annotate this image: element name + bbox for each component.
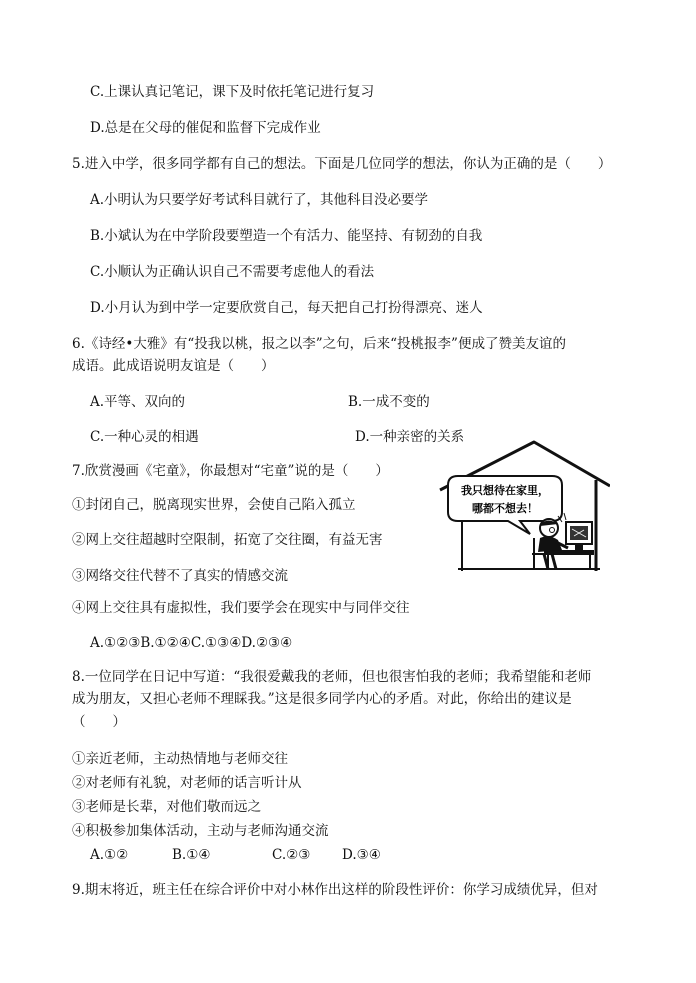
q8-stem-line-3: （ ） bbox=[72, 714, 126, 730]
q6-stem-line-2: 成语。此成语说明友谊是（ ） bbox=[72, 358, 275, 374]
zhaitong-cartoon bbox=[434, 438, 610, 573]
q5-option-a: A.小明认为只要学好考试科目就行了，其他科目没必要学 bbox=[90, 192, 429, 208]
q7-item-1: ①封闭自己，脱离现实世界，会使自己陷入孤立 bbox=[72, 497, 356, 513]
q5-option-b: B.小斌认为在中学阶段要塑造一个有活力、能坚持、有韧劲的自我 bbox=[90, 228, 483, 244]
q8-stem-line-2: 成为朋友，又担心老师不理睬我。”这是很多同学内心的矛盾。对此，你给出的建议是 bbox=[72, 691, 572, 707]
q5-option-c: C.小顺认为正确认识自己不需要考虑他人的看法 bbox=[90, 264, 375, 280]
q9-stem-line-1: 9.期末将近，班主任在综合评价中对小林作出这样的阶段性评价：你学习成绩优异，但对 bbox=[72, 882, 598, 898]
q8-item-1: ①亲近老师，主动热情地与老师交往 bbox=[72, 751, 288, 767]
q6-option-c: C.一种心灵的相遇 bbox=[90, 429, 199, 445]
q5-stem: 5.进入中学，很多同学都有自己的想法。下面是几位同学的想法，你认为正确的是（ ） bbox=[72, 156, 612, 172]
q8-option-a: A.①② bbox=[90, 847, 129, 863]
q7-item-2: ②网上交往超越时空限制，拓宽了交往圈，有益无害 bbox=[72, 532, 383, 548]
q8-option-c: C.②③ bbox=[272, 847, 311, 863]
q8-item-2: ②对老师有礼貌，对老师的话言听计从 bbox=[72, 775, 302, 791]
q6-option-b: B.一成不变的 bbox=[348, 394, 430, 410]
q7-options: A.①②③B.①②④C.①③④D.②③④ bbox=[90, 635, 293, 651]
bubble-line-2: 哪都不想去！ bbox=[472, 502, 538, 515]
q4-option-d: D.总是在父母的催促和监督下完成作业 bbox=[90, 120, 321, 136]
q8-option-d: D.③④ bbox=[342, 847, 381, 863]
q7-item-4: ④网上交往具有虚拟性，我们要学会在现实中与同伴交往 bbox=[72, 600, 410, 616]
q6-stem-line-1: 6.《诗经•大雅》有“投我以桃，报之以李”之句，后来“投桃报李”便成了赞美友谊的 bbox=[72, 336, 566, 352]
q5-option-d: D.小月认为到中学一定要欣赏自己，每天把自己打扮得漂亮、迷人 bbox=[90, 300, 483, 316]
q7-stem: 7.欣赏漫画《宅童》，你最想对“宅童”说的是（ ） bbox=[72, 463, 389, 479]
q8-option-b: B.①④ bbox=[172, 847, 211, 863]
q8-item-4: ④积极参加集体活动，主动与老师沟通交流 bbox=[72, 823, 329, 839]
bubble-line-1: 我只想待在家里， bbox=[461, 484, 549, 497]
q6-option-a: A.平等、双向的 bbox=[90, 394, 186, 410]
q8-item-3: ③老师是长辈，对他们敬而远之 bbox=[72, 799, 261, 815]
q6-option-d: D.一种亲密的关系 bbox=[355, 429, 465, 445]
q4-option-c: C.上课认真记笔记，课下及时依托笔记进行复习 bbox=[90, 84, 375, 100]
cartoon-illustration bbox=[434, 438, 610, 573]
q8-stem-line-1: 8.一位同学在日记中写道：“我很爱戴我的老师，但也很害怕我的老师；我希望能和老师 bbox=[72, 669, 592, 685]
q7-item-3: ③网络交往代替不了真实的情感交流 bbox=[72, 568, 288, 584]
